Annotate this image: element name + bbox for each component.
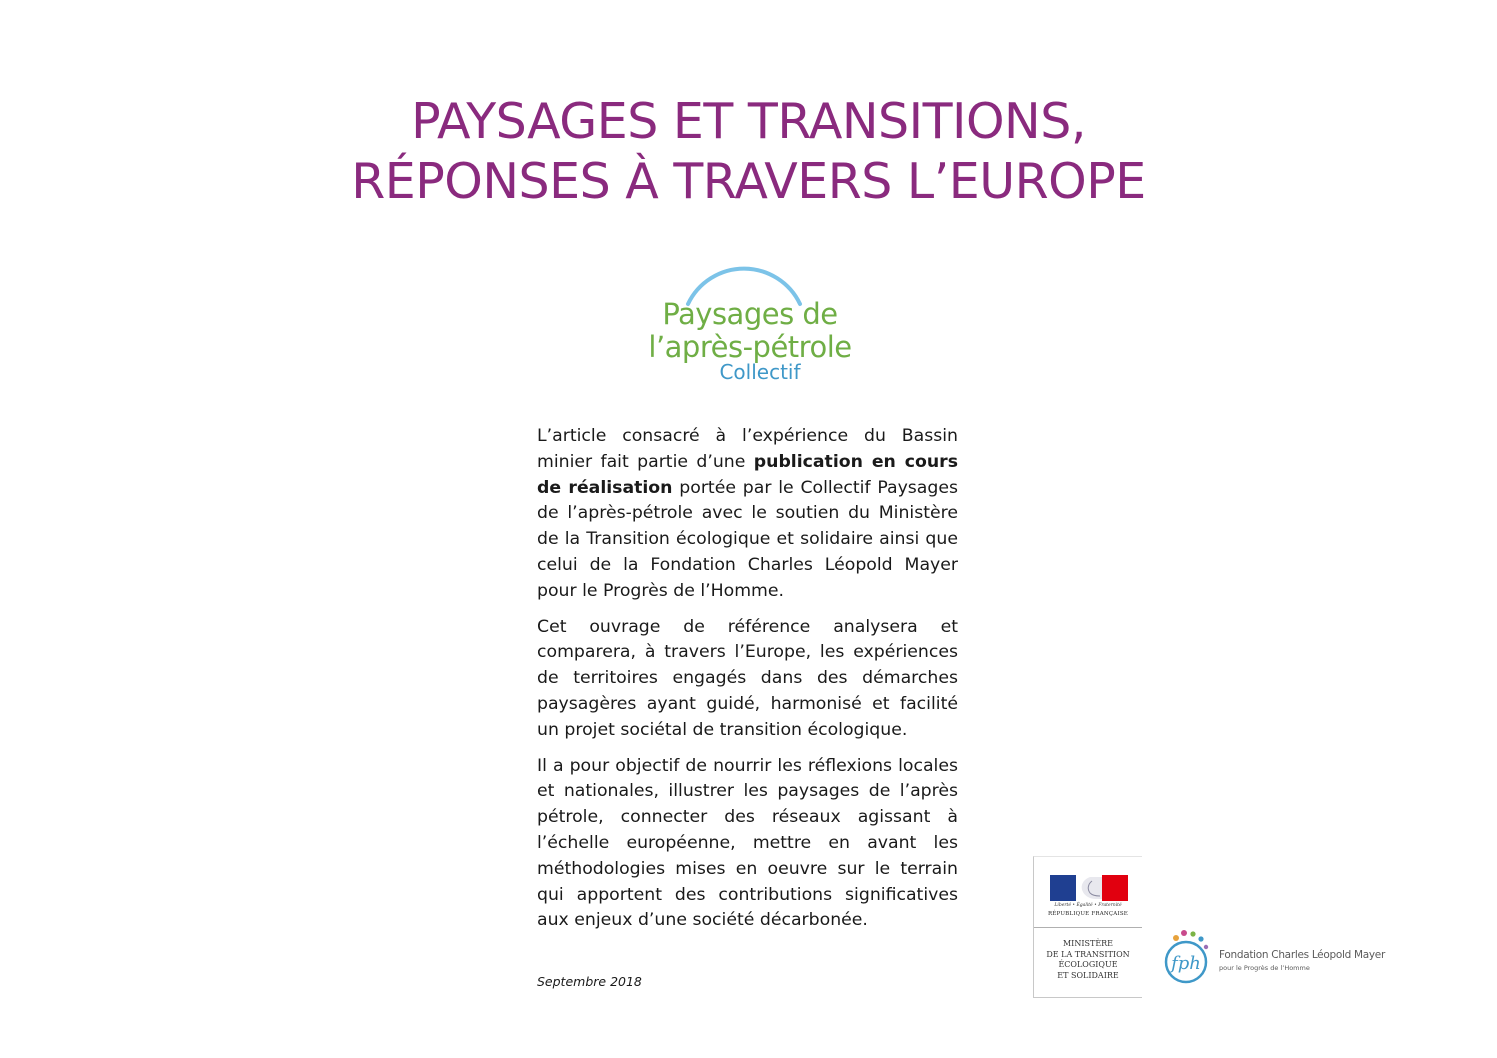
paragraph-2: Cet ouvrage de référence analysera et comparera, à travers l’Europe, les expériences de territoires engagés dans des démarches paysagères ayant guidé, harmonisé et facilité un projet sociétal de transition écologique. <box>537 616 958 740</box>
body-text <box>537 424 958 944</box>
fph-name: Fondation Charles Léopold Mayer <box>1219 949 1385 961</box>
publication-date: Septembre 2018 <box>537 974 642 989</box>
marianne-flag-icon <box>1050 875 1128 901</box>
ministry-name <box>1034 939 1142 981</box>
republic-name: RÉPUBLIQUE FRANÇAISE <box>1047 911 1129 917</box>
fph-mark-icon <box>1160 918 1218 990</box>
paragraph-1 <box>537 424 958 605</box>
collectif-logo-line-3: Collectif <box>719 360 801 384</box>
paragraph-1-end: portée par le Collectif Paysages de l’après-pétrole avec le soutien du Ministère de la Transition écologique et solidaire ainsi que celui de la Fondation Charles Léopold Mayer pour le Progrès de l’Homme. <box>537 477 958 601</box>
republic-motto: Liberté • Égalité • Fraternité <box>1054 903 1122 908</box>
fph-logo <box>1160 918 1390 998</box>
ministry-name-line-1: MINISTÈRE <box>1062 939 1114 948</box>
paragraph-1-start: L’article consacré à l’expérience du Bassin minier fait partie d’une <box>537 426 958 472</box>
fph-subtitle: pour le Progrès de l’Homme <box>1219 964 1310 972</box>
collectif-logo-line-1: Paysages de <box>662 297 838 331</box>
ministry-name-line-3: ÉCOLOGIQUE <box>1058 960 1118 969</box>
title-line-2: RÉPONSES À TRAVERS L’EUROPE <box>351 153 1146 210</box>
page-title <box>0 92 1497 212</box>
ministry-name-line-2: DE LA TRANSITION <box>1046 949 1130 959</box>
paragraph-1-bold: publication en cours de réalisation <box>537 451 958 498</box>
collectif-logo <box>640 252 860 390</box>
title-line-1: PAYSAGES ET TRANSITIONS, <box>411 93 1086 150</box>
ministry-logo <box>1033 856 1142 998</box>
fph-mark-text: fph <box>1171 953 1201 974</box>
collectif-logo-line-2: l’après-pétrole <box>648 330 852 364</box>
ministry-name-line-4: ET SOLIDAIRE <box>1057 970 1119 980</box>
ministry-divider <box>1034 927 1142 928</box>
paragraph-3: Il a pour objectif de nourrir les réflexions locales et nationales, illustrer les paysages de l’après pétrole, connecter des réseaux agissant à l’échelle européenne, mettre en avant les méthodologies mises en oeuvre sur le terrain qui apportent des contributions significatives aux enjeux d’une société décarbonée. <box>537 755 958 931</box>
